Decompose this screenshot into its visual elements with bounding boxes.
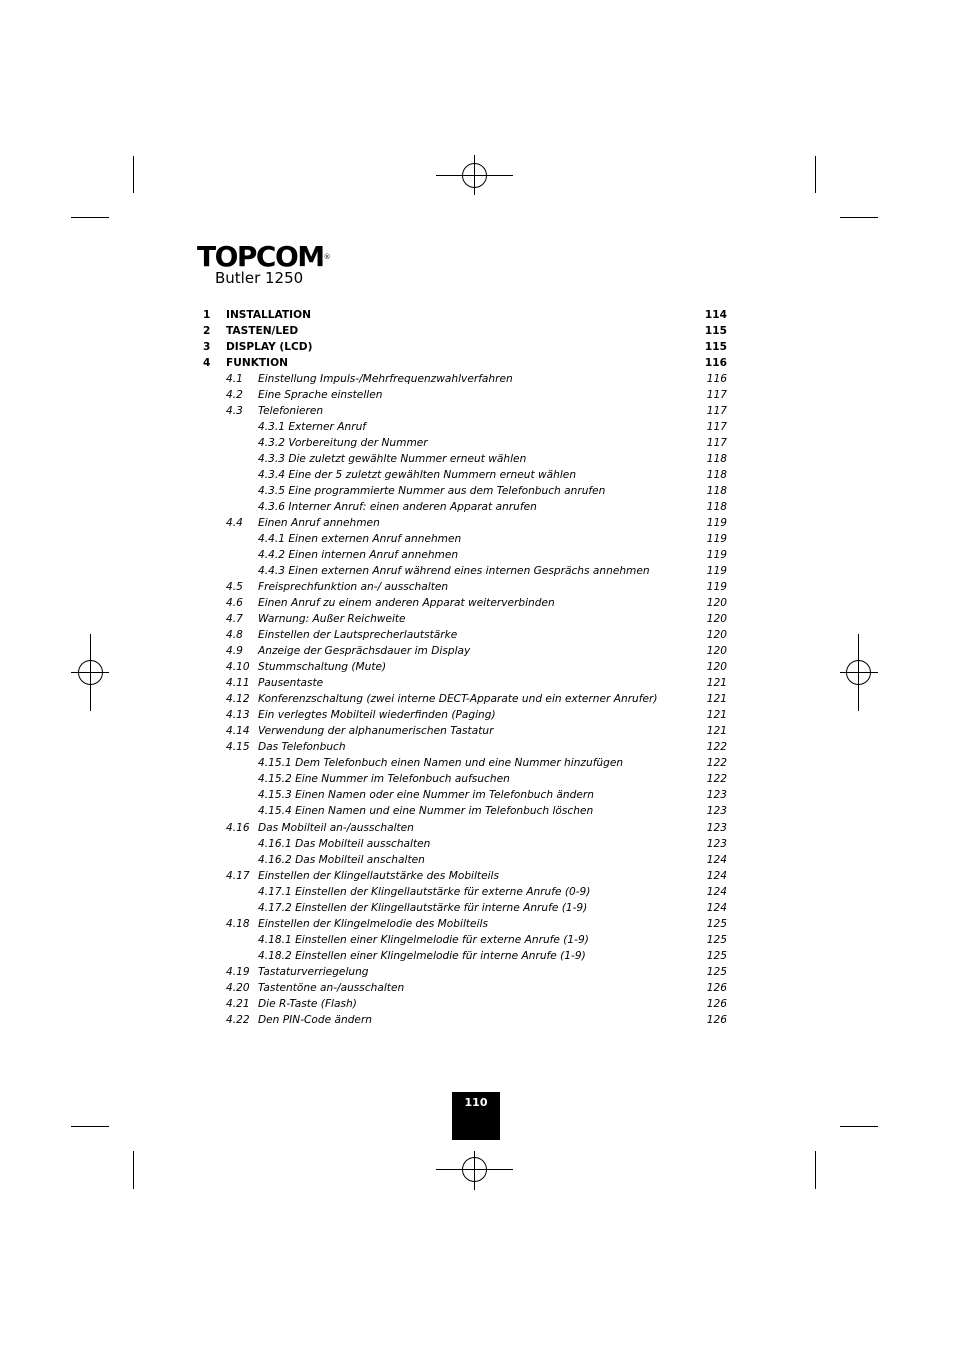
toc-entry-number: 4.8 bbox=[226, 629, 243, 642]
toc-entry bbox=[203, 771, 727, 787]
toc-entry bbox=[203, 387, 727, 403]
toc-entry-number: 4.6 bbox=[226, 597, 243, 610]
toc-entry bbox=[203, 547, 727, 563]
toc-entry-number: 2 bbox=[203, 325, 211, 338]
toc-entry-title: Eine Sprache einstellen bbox=[258, 389, 383, 402]
toc-entry-page: 121 bbox=[706, 709, 727, 722]
toc-entry-title: 4.16.1 Das Mobilteil ausschalten bbox=[258, 837, 431, 850]
toc-entry-title: 4.17.1 Einstellen der Klingellautstärke für externe Anrufe (0-9) bbox=[258, 885, 591, 898]
toc-entry-title: Konferenzschaltung (zwei interne DECT-Apparate und ein externer Anrufer) bbox=[258, 693, 658, 706]
toc-entry-number: 4.3 bbox=[226, 405, 243, 418]
toc-entry-page: 124 bbox=[706, 885, 727, 898]
toc-entry bbox=[203, 627, 727, 643]
toc-entry-title: Einstellen der Lautsprecherlautstärke bbox=[258, 629, 458, 642]
toc-entry bbox=[203, 435, 727, 451]
toc-entry-page: 125 bbox=[706, 917, 727, 930]
toc-entry bbox=[203, 836, 727, 852]
toc-entry bbox=[203, 515, 727, 531]
toc-entry-number: 3 bbox=[203, 341, 211, 354]
toc-entry-title: 4.15.4 Einen Namen und eine Nummer im Telefonbuch löschen bbox=[258, 805, 594, 818]
toc-entry bbox=[203, 691, 727, 707]
toc-entry-title: 4.3.6 Interner Anruf: einen anderen Apparat anrufen bbox=[258, 501, 537, 514]
toc-entry-page: 118 bbox=[706, 469, 727, 482]
toc-entry-title: 4.17.2 Einstellen der Klingellautstärke für interne Anrufe (1-9) bbox=[258, 901, 588, 914]
toc-entry-page: 118 bbox=[706, 485, 727, 498]
toc-entry-title: Pausentaste bbox=[258, 677, 324, 690]
toc-entry-title: Anzeige der Gesprächsdauer im Display bbox=[258, 645, 471, 658]
toc-entry-title: Tastaturverriegelung bbox=[258, 965, 369, 978]
toc-entry-title: 4.3.1 Externer Anruf bbox=[258, 421, 367, 434]
toc-entry-title: 4.15.3 Einen Namen oder eine Nummer im Telefonbuch ändern bbox=[258, 789, 594, 802]
toc-entry-number: 4.4 bbox=[226, 517, 243, 530]
toc-entry-title: 4.18.1 Einstellen einer Klingelmelodie für externe Anrufe (1-9) bbox=[258, 933, 589, 946]
toc-entry-page: 120 bbox=[706, 597, 727, 610]
toc-entry-page: 124 bbox=[706, 853, 727, 866]
toc-entry-page: 123 bbox=[706, 821, 727, 834]
toc-entry bbox=[203, 803, 727, 819]
toc-entry bbox=[203, 1012, 727, 1028]
toc-entry-title: INSTALLATION bbox=[226, 309, 311, 321]
toc-entry-number: 4.16 bbox=[226, 821, 250, 834]
toc-entry-title: Freisprechfunktion an-/ ausschalten bbox=[258, 581, 449, 594]
toc-entry-title: 4.3.3 Die zuletzt gewählte Nummer erneut wählen bbox=[258, 453, 527, 466]
toc-entry-page: 117 bbox=[706, 437, 727, 450]
toc-entry bbox=[203, 900, 727, 916]
toc-entry-number: 4.7 bbox=[226, 613, 243, 626]
toc-entry bbox=[203, 675, 727, 691]
toc-entry-title: Das Mobilteil an-/ausschalten bbox=[258, 821, 414, 834]
toc-entry-title: Ein verlegtes Mobilteil wiederfinden (Paging) bbox=[258, 709, 496, 722]
toc-entry-page: 117 bbox=[706, 421, 727, 434]
toc-entry bbox=[203, 932, 727, 948]
toc-entry bbox=[203, 307, 727, 323]
toc-entry-title: Den PIN-Code ändern bbox=[258, 1013, 373, 1026]
toc-entry-page: 121 bbox=[706, 725, 727, 738]
toc-entry bbox=[203, 852, 727, 868]
toc-entry bbox=[203, 531, 727, 547]
toc-entry bbox=[203, 723, 727, 739]
toc-entry-page: 116 bbox=[706, 373, 727, 386]
toc-entry bbox=[203, 563, 727, 579]
toc-entry bbox=[203, 916, 727, 932]
toc-entry-title: 4.15.2 Eine Nummer im Telefonbuch aufsuchen bbox=[258, 773, 510, 786]
toc-entry-number: 4.20 bbox=[226, 981, 250, 994]
toc-entry-title: 4.4.2 Einen internen Anruf annehmen bbox=[258, 549, 459, 562]
page-number: 110 bbox=[452, 1092, 500, 1140]
toc-entry bbox=[203, 787, 727, 803]
toc-entry-page: 120 bbox=[706, 613, 727, 626]
table-of-contents bbox=[203, 307, 727, 1028]
toc-entry-title: Das Telefonbuch bbox=[258, 741, 346, 754]
toc-entry-title: Einen Anruf annehmen bbox=[258, 517, 380, 530]
toc-entry bbox=[203, 820, 727, 836]
toc-entry-title: Einstellen der Klingellautstärke des Mobilteils bbox=[258, 869, 500, 882]
toc-entry bbox=[203, 451, 727, 467]
toc-entry-number: 4.11 bbox=[226, 677, 250, 690]
toc-entry-number: 4.9 bbox=[226, 645, 243, 658]
toc-entry-title: 4.4.1 Einen externen Anruf annehmen bbox=[258, 533, 462, 546]
toc-entry-page: 115 bbox=[704, 341, 727, 354]
toc-entry-page: 124 bbox=[706, 901, 727, 914]
toc-entry-page: 125 bbox=[706, 965, 727, 978]
toc-entry-page: 122 bbox=[706, 757, 727, 770]
toc-entry bbox=[203, 659, 727, 675]
toc-entry-page: 123 bbox=[706, 805, 727, 818]
toc-entry-page: 114 bbox=[704, 309, 727, 321]
toc-entry-title: Die R-Taste (Flash) bbox=[258, 997, 357, 1010]
toc-entry-page: 126 bbox=[706, 1013, 727, 1026]
toc-entry-page: 115 bbox=[704, 325, 727, 338]
toc-entry-title: Einen Anruf zu einem anderen Apparat weiterverbinden bbox=[258, 597, 555, 610]
toc-entry bbox=[203, 323, 727, 339]
toc-entry bbox=[203, 371, 727, 387]
toc-entry-page: 117 bbox=[706, 405, 727, 418]
model-name: Butler 1250 bbox=[215, 269, 304, 287]
toc-entry-page: 124 bbox=[706, 869, 727, 882]
toc-entry-number: 4.21 bbox=[226, 997, 250, 1010]
toc-entry-page: 121 bbox=[706, 693, 727, 706]
toc-entry bbox=[203, 964, 727, 980]
toc-entry-title: 4.4.3 Einen externen Anruf während eines internen Gesprächs annehmen bbox=[258, 565, 650, 578]
toc-entry-number: 4 bbox=[203, 357, 211, 370]
toc-entry-page: 126 bbox=[706, 997, 727, 1010]
toc-entry-page: 119 bbox=[706, 533, 727, 546]
toc-entry bbox=[203, 996, 727, 1012]
toc-entry-number: 4.1 bbox=[226, 373, 243, 386]
toc-entry-title: 4.3.5 Eine programmierte Nummer aus dem Telefonbuch anrufen bbox=[258, 485, 606, 498]
toc-entry bbox=[203, 643, 727, 659]
toc-entry-page: 119 bbox=[706, 517, 727, 530]
toc-entry-title: Einstellen der Klingelmelodie des Mobilteils bbox=[258, 917, 488, 930]
toc-entry bbox=[203, 499, 727, 515]
registered-mark: ® bbox=[323, 253, 331, 261]
toc-entry-page: 118 bbox=[706, 501, 727, 514]
toc-entry bbox=[203, 868, 727, 884]
toc-entry-title: 4.3.4 Eine der 5 zuletzt gewählten Nummern erneut wählen bbox=[258, 469, 577, 482]
toc-entry-title: TASTEN/LED bbox=[226, 325, 299, 338]
toc-entry-page: 119 bbox=[706, 565, 727, 578]
toc-entry-number: 4.13 bbox=[226, 709, 250, 722]
toc-entry-page: 118 bbox=[706, 453, 727, 466]
toc-entry bbox=[203, 419, 727, 435]
toc-entry-title: Verwendung der alphanumerischen Tastatur bbox=[258, 725, 494, 738]
toc-entry-number: 4.19 bbox=[226, 965, 250, 978]
toc-entry-page: 123 bbox=[706, 837, 727, 850]
toc-entry bbox=[203, 467, 727, 483]
toc-entry-number: 4.14 bbox=[226, 725, 250, 738]
toc-entry-page: 126 bbox=[706, 981, 727, 994]
toc-entry-number: 4.18 bbox=[226, 917, 250, 930]
toc-entry-number: 1 bbox=[203, 309, 211, 321]
toc-entry bbox=[203, 483, 727, 499]
toc-entry-number: 4.2 bbox=[226, 389, 243, 402]
toc-entry bbox=[203, 707, 727, 723]
topcom-logo bbox=[197, 240, 331, 273]
logo-text: TOPCOM bbox=[197, 240, 324, 273]
toc-entry-number: 4.15 bbox=[226, 741, 250, 754]
toc-entry-page: 125 bbox=[706, 949, 727, 962]
toc-entry-page: 120 bbox=[706, 661, 727, 674]
toc-entry bbox=[203, 339, 727, 355]
toc-entry bbox=[203, 595, 727, 611]
toc-entry-number: 4.10 bbox=[226, 661, 250, 674]
toc-entry-title: 4.15.1 Dem Telefonbuch einen Namen und eine Nummer hinzufügen bbox=[258, 757, 624, 770]
toc-entry-page: 120 bbox=[706, 629, 727, 642]
toc-entry-title: DISPLAY (LCD) bbox=[226, 341, 313, 354]
toc-entry bbox=[203, 948, 727, 964]
toc-entry-title: Tastentöne an-/ausschalten bbox=[258, 981, 405, 994]
toc-entry-number: 4.17 bbox=[226, 869, 250, 882]
toc-entry bbox=[203, 884, 727, 900]
toc-entry-number: 4.22 bbox=[226, 1013, 250, 1026]
toc-entry-page: 125 bbox=[706, 933, 727, 946]
toc-entry bbox=[203, 755, 727, 771]
toc-entry-title: Stummschaltung (Mute) bbox=[258, 661, 387, 674]
toc-entry-page: 117 bbox=[706, 389, 727, 402]
toc-entry-title: Warnung: Außer Reichweite bbox=[258, 613, 406, 626]
toc-entry-page: 119 bbox=[706, 549, 727, 562]
toc-entry bbox=[203, 403, 727, 419]
toc-entry-title: Einstellung Impuls-/Mehrfrequenzwahlverfahren bbox=[258, 373, 513, 386]
toc-entry bbox=[203, 611, 727, 627]
toc-entry-title: Telefonieren bbox=[258, 405, 324, 418]
toc-entry bbox=[203, 579, 727, 595]
toc-entry-title: 4.18.2 Einstellen einer Klingelmelodie für interne Anrufe (1-9) bbox=[258, 949, 586, 962]
toc-entry-page: 123 bbox=[706, 789, 727, 802]
toc-entry-number: 4.12 bbox=[226, 693, 250, 706]
toc-entry-page: 122 bbox=[706, 773, 727, 786]
toc-entry-title: 4.3.2 Vorbereitung der Nummer bbox=[258, 437, 428, 450]
toc-entry-page: 120 bbox=[706, 645, 727, 658]
toc-entry bbox=[203, 355, 727, 371]
toc-entry-page: 116 bbox=[704, 357, 727, 370]
toc-entry bbox=[203, 739, 727, 755]
toc-entry-page: 121 bbox=[706, 677, 727, 690]
toc-entry-title: FUNKTION bbox=[226, 357, 288, 370]
toc-entry-number: 4.5 bbox=[226, 581, 243, 594]
toc-entry bbox=[203, 980, 727, 996]
toc-entry-title: 4.16.2 Das Mobilteil anschalten bbox=[258, 853, 425, 866]
toc-entry-page: 122 bbox=[706, 741, 727, 754]
toc-entry-page: 119 bbox=[706, 581, 727, 594]
